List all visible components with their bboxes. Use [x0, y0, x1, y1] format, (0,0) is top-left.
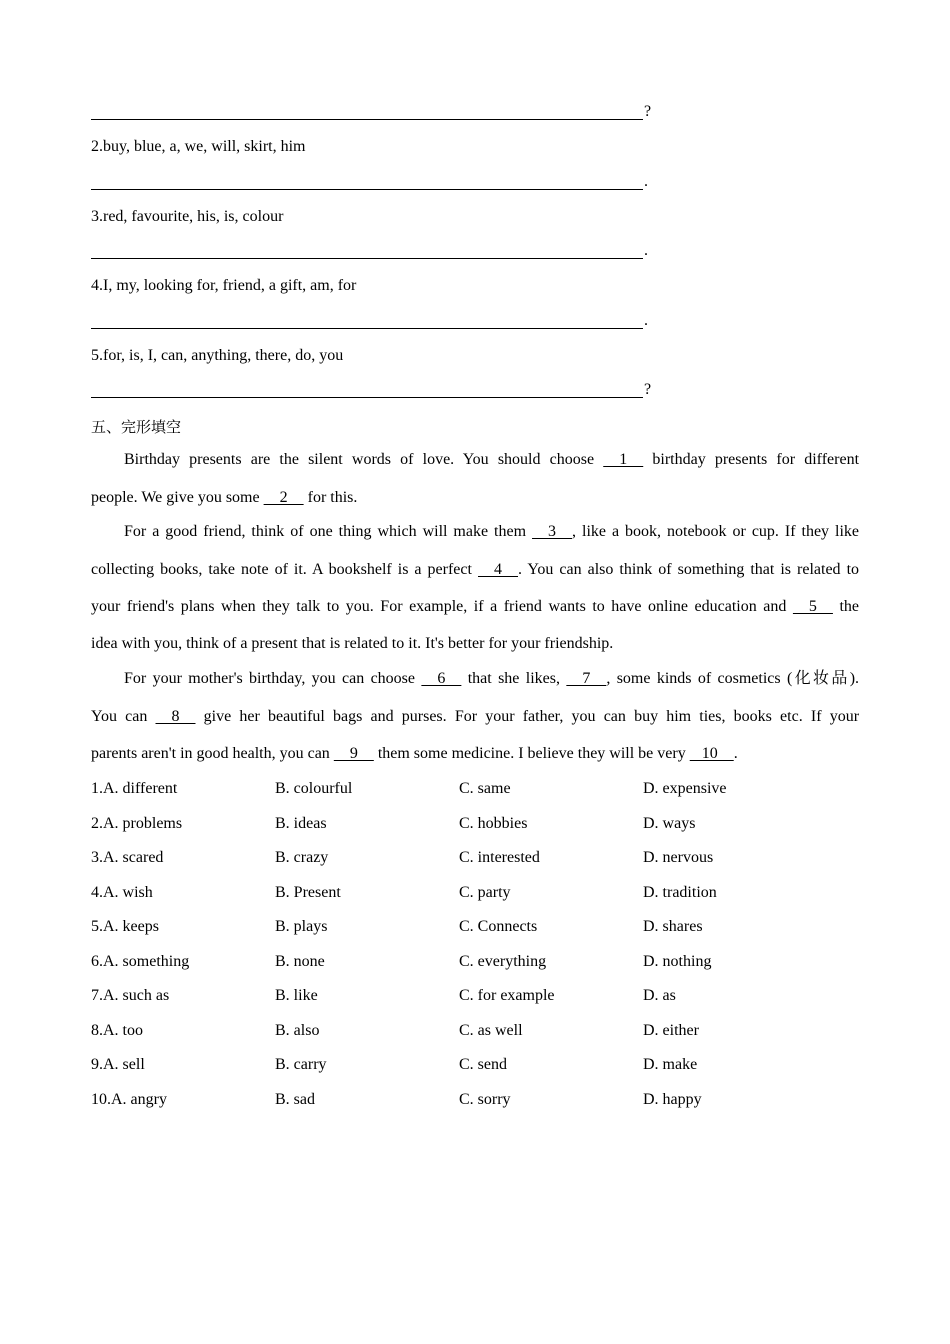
- option-6d[interactable]: D. nothing: [643, 953, 712, 970]
- option-6c[interactable]: C. everything: [459, 953, 547, 970]
- section-heading-cloze: 五、完形填空: [91, 418, 182, 436]
- cloze-p3-line2: [91, 706, 859, 728]
- answer-line-5[interactable]: [91, 397, 643, 398]
- text: parents aren't in good health, you can: [91, 745, 330, 762]
- option-4a[interactable]: 4.A. wish: [91, 884, 153, 901]
- text: the: [839, 598, 859, 615]
- option-9c[interactable]: C. send: [459, 1056, 507, 1073]
- option-2c[interactable]: C. hobbies: [459, 815, 528, 832]
- text: , some kinds of cosmetics (化妆品).: [606, 670, 860, 687]
- answer-line-4-end: .: [644, 312, 648, 329]
- text: give her beautiful bags and purses. For your father, you can buy him ties, books etc. If your: [203, 708, 860, 725]
- option-7a[interactable]: 7.A. such as: [91, 987, 170, 1004]
- option-9b[interactable]: B. carry: [275, 1056, 327, 1073]
- option-10c[interactable]: C. sorry: [459, 1091, 511, 1108]
- cloze-p2-line1: [124, 521, 859, 543]
- reorder-prompt-5: 5.for, is, I, can, anything, there, do, you: [91, 347, 344, 364]
- option-6a[interactable]: 6.A. something: [91, 953, 190, 970]
- option-2b[interactable]: B. ideas: [275, 815, 327, 832]
- option-3a[interactable]: 3.A. scared: [91, 849, 164, 866]
- option-1b[interactable]: B. colourful: [275, 780, 353, 797]
- reorder-prompt-4: 4.I, my, looking for, friend, a gift, am, for: [91, 277, 357, 294]
- blank-8[interactable]: 8: [155, 708, 196, 725]
- blank-2[interactable]: 2: [263, 489, 304, 506]
- option-8b[interactable]: B. also: [275, 1022, 320, 1039]
- option-6b[interactable]: B. none: [275, 953, 325, 970]
- cloze-p3-line3: [91, 743, 859, 765]
- option-1d[interactable]: D. expensive: [643, 780, 727, 797]
- text: for this.: [307, 489, 358, 506]
- text: .: [733, 745, 738, 762]
- cloze-p3-line1: [124, 668, 859, 690]
- blank-10[interactable]: 10: [689, 745, 734, 762]
- answer-line-1-end: ?: [644, 103, 652, 120]
- option-4c[interactable]: C. party: [459, 884, 511, 901]
- answer-line-3-end: .: [644, 242, 648, 259]
- answer-line-2-end: .: [644, 173, 648, 190]
- option-8a[interactable]: 8.A. too: [91, 1022, 143, 1039]
- reorder-prompt-2: 2.buy, blue, a, we, will, skirt, him: [91, 138, 306, 155]
- text: , like a book, notebook or cup. If they like: [572, 523, 860, 540]
- option-1c[interactable]: C. same: [459, 780, 511, 797]
- option-9a[interactable]: 9.A. sell: [91, 1056, 145, 1073]
- option-4d[interactable]: D. tradition: [643, 884, 717, 901]
- option-3b[interactable]: B. crazy: [275, 849, 329, 866]
- text: collecting books, take note of it. A bookshelf is a perfect: [91, 561, 472, 578]
- cloze-p1-line1: [124, 449, 859, 471]
- text: . You can also think of something that is related to: [518, 561, 860, 578]
- blank-3[interactable]: 3: [532, 523, 573, 540]
- cloze-p2-line3: [91, 596, 859, 618]
- option-2a[interactable]: 2.A. problems: [91, 815, 183, 832]
- cloze-p1-line2: [91, 487, 859, 509]
- blank-9[interactable]: 9: [333, 745, 374, 762]
- option-3d[interactable]: D. nervous: [643, 849, 714, 866]
- text: Birthday presents are the silent words of love. You should choose: [124, 451, 595, 468]
- text: idea with you, think of a present that is related to it. It's better for your friendship.: [91, 635, 614, 652]
- option-5b[interactable]: B. plays: [275, 918, 328, 935]
- blank-6[interactable]: 6: [421, 670, 462, 687]
- reorder-prompt-3: 3.red, favourite, his, is, colour: [91, 208, 284, 225]
- option-8d[interactable]: D. either: [643, 1022, 699, 1039]
- answer-line-4[interactable]: [91, 328, 643, 329]
- option-3c[interactable]: C. interested: [459, 849, 540, 866]
- option-9d[interactable]: D. make: [643, 1056, 698, 1073]
- text: For your mother's birthday, you can choose: [124, 670, 416, 687]
- text: birthday presents for different: [652, 451, 860, 468]
- option-7b[interactable]: B. like: [275, 987, 318, 1004]
- option-4b[interactable]: B. Present: [275, 884, 341, 901]
- blank-4[interactable]: 4: [478, 561, 518, 578]
- text: that she likes,: [467, 670, 560, 687]
- cloze-p2-line2: [91, 559, 859, 581]
- answer-line-3[interactable]: [91, 258, 643, 259]
- option-7c[interactable]: C. for example: [459, 987, 555, 1004]
- option-5a[interactable]: 5.A. keeps: [91, 918, 159, 935]
- blank-7[interactable]: 7: [566, 670, 607, 687]
- blank-5[interactable]: 5: [792, 598, 833, 615]
- option-5d[interactable]: D. shares: [643, 918, 703, 935]
- option-7d[interactable]: D. as: [643, 987, 676, 1004]
- answer-line-2[interactable]: [91, 189, 643, 190]
- option-1a[interactable]: 1.A. different: [91, 780, 178, 797]
- option-5c[interactable]: C. Connects: [459, 918, 538, 935]
- text: your friend's plans when they talk to you. For example, if a friend wants to have online education and: [91, 598, 787, 615]
- option-10a[interactable]: 10.A. angry: [91, 1091, 167, 1108]
- answer-line-1[interactable]: [91, 119, 643, 120]
- blank-1[interactable]: 1: [603, 451, 644, 468]
- text: For a good friend, think of one thing which will make them: [124, 523, 527, 540]
- text: You can: [91, 708, 148, 725]
- text: people. We give you some: [91, 489, 260, 506]
- option-2d[interactable]: D. ways: [643, 815, 696, 832]
- option-8c[interactable]: C. as well: [459, 1022, 523, 1039]
- cloze-p2-line4: [91, 633, 859, 655]
- option-10b[interactable]: B. sad: [275, 1091, 315, 1108]
- answer-line-5-end: ?: [644, 381, 652, 398]
- text: them some medicine. I believe they will be very: [377, 745, 686, 762]
- option-10d[interactable]: D. happy: [643, 1091, 702, 1108]
